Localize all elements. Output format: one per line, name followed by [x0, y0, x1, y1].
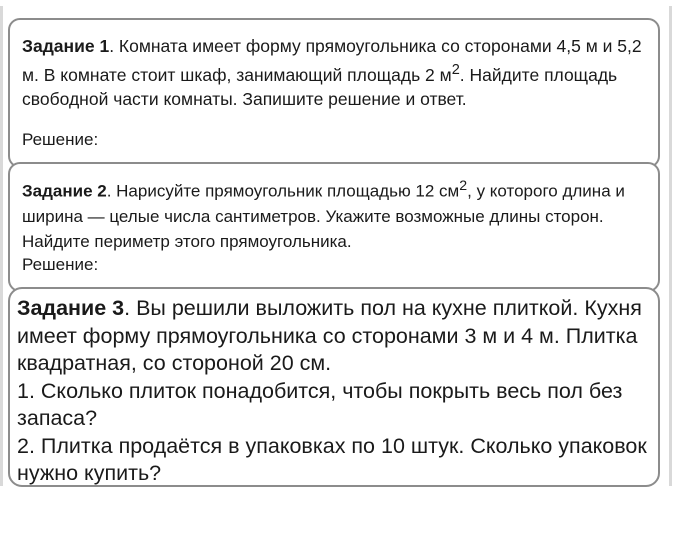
task-3-question-1: 1. Сколько плиток понадобится, чтобы покрыть весь пол без запаса?	[17, 378, 623, 430]
task-2-label: Задание 2	[22, 181, 107, 201]
task-3-text	[17, 295, 650, 488]
task-3-question-2: 2. Плитка продаётся в упаковках по 10 штук. Сколько упаковок нужно купить?	[17, 433, 647, 485]
task-2-superscript: 2	[459, 178, 468, 194]
task-3-card	[8, 287, 660, 487]
page-edge-left	[0, 6, 3, 486]
task-2-solution-label: Решение:	[22, 255, 99, 274]
task-1-solution-label: Решение:	[22, 130, 99, 149]
task-1-text	[22, 34, 650, 111]
task-1-body-b: . Найдите площадь свободной части комнаты. Запишите решение и ответ.	[22, 64, 618, 109]
task-1-card	[8, 18, 660, 168]
task-3-body: . Вы решили выложить пол на кухне плиткой. Кухня имеет форму прямоугольника со сторонами 3 м и 4 м. Плитка квадратная, со стороной 20 см.	[17, 296, 642, 375]
task-2-body-b: , у которого длина и ширина — целые числа сантиметров. Укажите возможные длины сторон. Найдите периметр этого прямоугольника.	[22, 181, 625, 251]
task-2-card	[8, 162, 660, 292]
task-3-label: Задание 3	[17, 296, 125, 320]
task-2-text	[22, 174, 650, 254]
task-2-body-a: . Нарисуйте прямоугольник площадью 12 см	[106, 181, 460, 201]
task-1-body-a: . Комната имеет форму прямоугольника со сторонами 4,5 м и 5,2 м. В комнате стоит шкаф, занимающий площадь 2 м	[22, 36, 642, 85]
task-1-label: Задание 1	[22, 36, 110, 56]
task-1-superscript: 2	[451, 62, 460, 78]
page-edge-right	[669, 6, 672, 486]
